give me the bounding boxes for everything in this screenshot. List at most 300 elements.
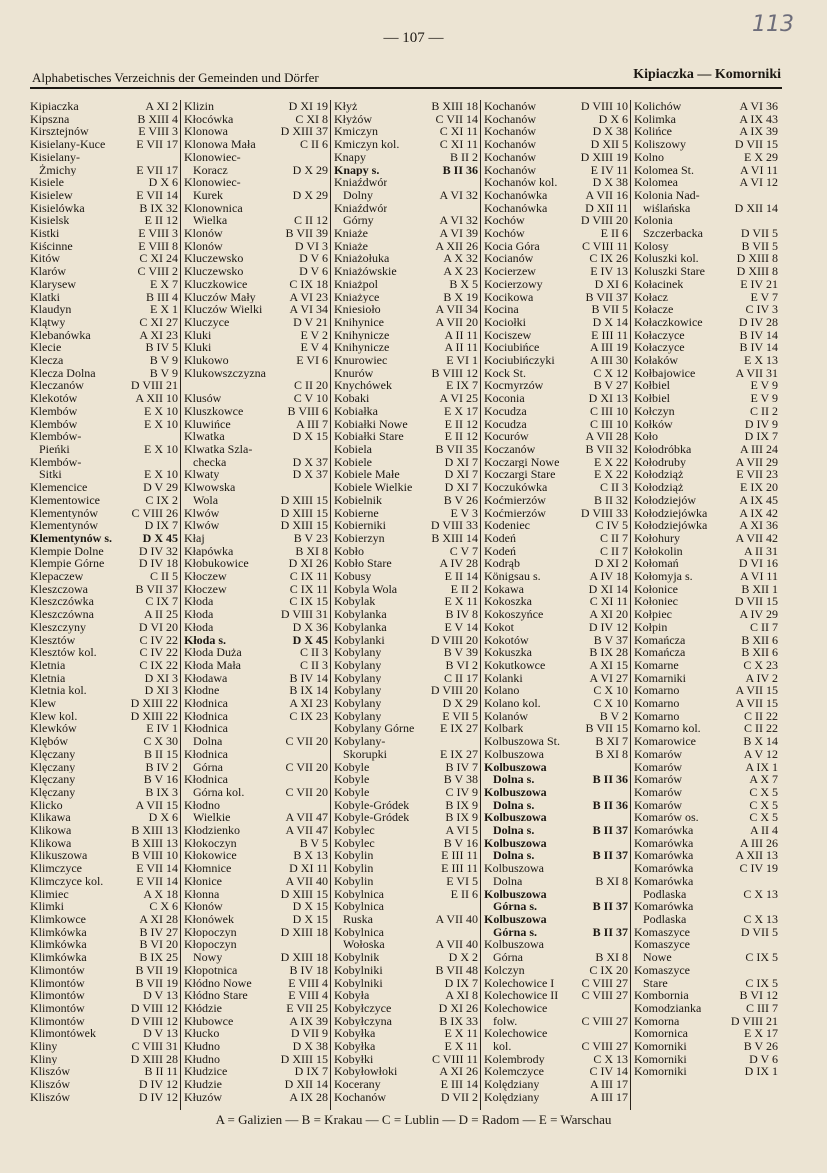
map-code: D VII 5 (740, 924, 778, 939)
index-entry (484, 913, 628, 926)
place-name: Kisielany- (30, 150, 80, 164)
map-code: E X 17 (744, 1026, 778, 1041)
place-name: Kolosy (634, 239, 669, 253)
place-name: Klikuszowa (30, 849, 88, 863)
place-name: Klizin (184, 100, 214, 113)
place-name: Kołodziejów (634, 493, 696, 507)
index-column (480, 100, 630, 1110)
place-name: Kluczkowice (184, 277, 248, 291)
map-code: E VII 25 (286, 1000, 328, 1015)
place-name: Kłyż (334, 100, 358, 113)
place-name: Komorna (634, 1014, 680, 1028)
map-code: C X 13 (743, 912, 778, 926)
map-code: C VII 20 (285, 784, 328, 799)
place-name: Kolbuszowa (484, 938, 544, 952)
place-name: Klembów- (30, 455, 82, 469)
place-name: Skorupki (334, 747, 388, 761)
place-name: Kłocówka (184, 112, 234, 126)
place-name: Klimkówka (30, 951, 87, 964)
index-entry (30, 418, 178, 431)
map-code: C IX 18 (289, 276, 328, 291)
map-code: D X 14 (592, 314, 628, 329)
index-entry (634, 875, 778, 888)
place-name: Koćmierzów (484, 506, 546, 520)
map-code: D IV 32 (138, 543, 178, 558)
index-entry (184, 189, 328, 202)
place-name: Nowy (184, 951, 223, 964)
map-code: B XIII 18 (431, 100, 478, 113)
place-name: Klonownica (184, 201, 243, 215)
place-name: Klęczany (30, 785, 76, 799)
map-code: C VIII 27 (581, 975, 628, 990)
index-entry (184, 468, 328, 481)
map-code: B II 37 (592, 848, 628, 863)
place-name: Kobylanka (334, 620, 387, 634)
index-entry (634, 926, 778, 939)
place-name: Kletnia (30, 658, 66, 672)
index-entry (484, 481, 628, 494)
index-entry (484, 608, 628, 621)
map-code: A VI 25 (439, 391, 478, 406)
place-name: Kłucko (184, 1027, 220, 1041)
place-name: Kliszów (30, 1090, 70, 1104)
index-entry (184, 1002, 328, 1015)
place-name: Koluszki Stare (634, 265, 705, 278)
index-entry (634, 278, 778, 291)
map-code: B VI 12 (739, 988, 778, 1003)
map-code: A XI 23 (139, 327, 178, 342)
place-name: Kłomnice (184, 862, 232, 875)
map-code: E VII 14 (136, 873, 178, 888)
map-code: E VIII 3 (138, 124, 178, 139)
index-entry (30, 1002, 178, 1015)
map-code: C IX 5 (745, 950, 778, 965)
map-code: B II 37 (592, 899, 628, 914)
place-name: Klembów- (30, 430, 82, 443)
map-code: B VII 15 (585, 721, 628, 736)
place-name: Kołaczyce (634, 341, 685, 355)
index-entry (484, 926, 628, 939)
map-code: E X 17 (444, 403, 478, 418)
map-code: D VIII 20 (430, 683, 478, 698)
place-name: Koczanów (484, 442, 536, 456)
map-code: A XII 13 (735, 848, 778, 863)
map-code: B XI 8 (595, 746, 628, 761)
index-entry (484, 1078, 628, 1091)
index-entry (30, 697, 178, 710)
map-code: E VII 5 (442, 708, 478, 723)
place-name: Kołacze (634, 303, 674, 316)
place-name: Kolińce (634, 125, 672, 139)
place-name: Kurek (184, 188, 223, 202)
place-name: Kocudza (484, 417, 527, 431)
index-entry (484, 278, 628, 291)
map-code: E IV 1 (146, 721, 178, 736)
map-code: C IV 3 (745, 302, 778, 317)
place-name: Dolna s. (484, 798, 535, 812)
map-code: D XII 5 (590, 137, 628, 152)
map-code: C X 23 (743, 657, 778, 672)
place-name: Klekotów (30, 392, 78, 405)
map-code: D V 21 (293, 314, 328, 329)
place-name: Kobylin (334, 862, 374, 875)
map-code: A VII 42 (735, 530, 778, 545)
map-code: A IX 42 (739, 505, 778, 520)
place-name: Klimkówka (30, 938, 87, 952)
map-code: B IX 9 (445, 797, 478, 812)
map-code: D IV 28 (738, 314, 778, 329)
map-code: D XIII 28 (130, 1051, 178, 1066)
map-code: D XI 19 (288, 100, 328, 113)
index-entry (30, 354, 178, 367)
map-code: D X 45 (292, 632, 328, 647)
map-code: D V 6 (299, 251, 328, 266)
place-name: Wielka (184, 214, 228, 228)
place-name: Kochanów (484, 163, 536, 177)
map-code: A VII 15 (735, 683, 778, 698)
map-code: A X 32 (443, 251, 478, 266)
map-code: E IV 21 (740, 276, 778, 291)
index-entry (184, 265, 328, 278)
place-name: Kliny (30, 1052, 58, 1066)
place-name: Klementowice (30, 493, 100, 507)
place-name: Kisiele (30, 176, 64, 189)
map-code: A IX 45 (739, 492, 778, 507)
place-name: checka (184, 455, 227, 469)
map-code: E VI 1 (446, 353, 478, 368)
place-name: Komarów (634, 773, 682, 786)
index-entry (30, 570, 178, 583)
map-code: B XII 1 (741, 581, 778, 596)
map-code: C VIII 26 (131, 505, 178, 520)
index-entry (184, 100, 328, 113)
map-code: D XIII 18 (280, 950, 328, 965)
map-code: B XIII 13 (131, 823, 178, 838)
map-code: D X 37 (292, 467, 328, 482)
map-code: A X 23 (443, 264, 478, 279)
map-code: E V 7 (750, 289, 778, 304)
place-name: Komorniki (634, 1052, 687, 1066)
index-entry (334, 608, 478, 621)
place-name: Kleszczyny (30, 620, 86, 634)
map-code: C X 5 (749, 797, 778, 812)
place-name: Kipiaczka (30, 100, 79, 113)
index-entry (634, 735, 778, 748)
map-code: C IV 9 (445, 784, 478, 799)
place-name: Kolbuszowa (484, 913, 547, 926)
place-name: Kłódzie (184, 1001, 222, 1015)
place-name: Klesztów kol. (30, 646, 97, 659)
place-name: Kobiela (334, 442, 372, 456)
map-code: E X 11 (444, 1039, 478, 1054)
map-code: D X 37 (292, 454, 328, 469)
index-entry (634, 748, 778, 761)
place-name: Kobiałka (334, 404, 378, 418)
place-name: Kołbiel (634, 392, 670, 405)
map-code: B IV 5 (145, 340, 178, 355)
index-entry (634, 265, 778, 278)
map-code: D XIII 22 (130, 708, 178, 723)
place-name: Klementynów (30, 506, 98, 520)
place-name: Kłodne (184, 684, 220, 698)
map-code: A VII 29 (735, 454, 778, 469)
index-entry (634, 202, 778, 215)
place-name: Wołoska (334, 938, 385, 952)
index-entry (634, 621, 778, 634)
place-name: Klikawa (30, 811, 71, 825)
place-name: Sitki (30, 468, 62, 482)
place-name: Klimontów (30, 963, 85, 977)
map-code: A IV 2 (745, 670, 778, 685)
place-name: Wielkie (184, 811, 231, 825)
map-code: B IV 27 (139, 924, 178, 939)
map-code: B VII 37 (585, 289, 628, 304)
place-name: Górna (484, 951, 523, 964)
map-code: E IX 20 (740, 480, 778, 495)
place-name: Dolna s. (484, 824, 535, 837)
map-code: C VIII 11 (582, 238, 628, 253)
place-name: Klwów (184, 506, 220, 520)
place-name: Kołacz (634, 290, 668, 304)
map-code: E VI 6 (296, 353, 328, 368)
place-name: Kłoda (184, 608, 214, 621)
place-name: Kołodziąż (634, 468, 684, 482)
place-name: Komarówka (634, 824, 694, 837)
place-name: Kołpiec (634, 608, 672, 621)
map-code: E X 13 (744, 353, 778, 368)
map-code: B X 14 (743, 734, 778, 749)
place-name: Kłodnica (184, 747, 228, 761)
place-name: Komarów (634, 798, 682, 812)
index-entry (484, 964, 628, 977)
place-name: Kłopoczyn (184, 938, 237, 952)
place-name: Kluki (184, 341, 212, 355)
map-code: E III 11 (441, 861, 478, 876)
place-name: Kłoda Mała (184, 658, 241, 672)
place-name: Kochanów (334, 1090, 386, 1104)
map-code: C III 7 (746, 1000, 778, 1015)
index-entry (334, 405, 478, 418)
index-entry (30, 735, 178, 748)
index-entry (634, 1002, 778, 1015)
place-name: Komarowice (634, 735, 696, 748)
place-name: Kocerany (334, 1078, 381, 1091)
index-entry (334, 722, 478, 735)
map-code: D IV 12 (588, 619, 628, 634)
place-name: Klęczany (30, 773, 76, 786)
map-code: B XIII 4 (137, 111, 178, 126)
place-name: Klonów (184, 239, 223, 253)
map-code: D X 45 (142, 530, 178, 545)
place-name: Kniażyce (334, 290, 380, 304)
place-name: Kołomań (634, 557, 679, 571)
page-number: — 107 — (383, 30, 444, 46)
map-code: D XI 13 (588, 391, 628, 406)
map-code: C XI 11 (589, 594, 628, 609)
place-name: Kobylniki (334, 976, 383, 990)
place-name: folw. (484, 1014, 518, 1028)
index-entry (634, 913, 778, 926)
index-entry (634, 786, 778, 799)
index-entry (184, 354, 328, 367)
place-name: Komorniki (634, 1040, 687, 1053)
map-code: B VII 32 (585, 441, 628, 456)
map-code: B IV 8 (445, 607, 478, 622)
map-code: D XIII 15 (280, 1051, 328, 1066)
place-name: Kochów (484, 227, 525, 240)
index-entry (484, 875, 628, 888)
place-name: Kluczów Mały (184, 290, 256, 304)
place-name: Kolbuszowa (484, 836, 547, 850)
place-name: Kołokolin (634, 544, 683, 558)
place-name: Kobylnik (334, 951, 380, 964)
index-entry (634, 532, 778, 545)
map-code: D VI 20 (138, 619, 178, 634)
map-code: E X 29 (744, 149, 778, 164)
map-code: A X 7 (749, 772, 778, 787)
map-code: D X 15 (292, 912, 328, 926)
place-name: Kochanów kol. (484, 176, 558, 189)
map-code: D VII 9 (290, 1026, 328, 1041)
map-code: C XI 11 (439, 124, 478, 139)
place-name: Kniaże (334, 227, 368, 240)
map-code: B VII 5 (741, 238, 778, 253)
place-name: Klębów (30, 735, 68, 748)
index-entry (484, 265, 628, 278)
map-code: C X 13 (593, 1051, 628, 1066)
map-code: D VIII 33 (430, 518, 478, 533)
map-code: A III 17 (590, 1077, 628, 1092)
map-code: B VIII 6 (287, 403, 328, 418)
map-code: B V 16 (443, 835, 478, 850)
map-code: D VIII 20 (580, 213, 628, 228)
index-entry (334, 316, 478, 329)
index-entry (184, 951, 328, 964)
map-code: B IX 14 (289, 683, 328, 698)
map-code: C IX 22 (139, 657, 178, 672)
map-code: A XI 8 (445, 988, 478, 1003)
index-entry (334, 278, 478, 291)
map-code: C IV 5 (595, 518, 628, 533)
place-name: Klimki (30, 900, 65, 913)
index-entry (184, 430, 328, 443)
map-code: B IV 7 (445, 759, 478, 774)
place-name: Klwów (184, 519, 220, 532)
index-entry (184, 621, 328, 634)
place-name: Kleszczówna (30, 608, 94, 621)
map-code: C II 22 (744, 721, 778, 736)
map-code: C II 12 (294, 213, 328, 228)
map-code: B XI 8 (595, 950, 628, 965)
place-name: Kokot (484, 620, 514, 634)
map-code: D XIII 15 (280, 886, 328, 901)
place-name: Komorniki (634, 1065, 687, 1079)
map-code: D XII 14 (734, 200, 778, 215)
map-code: A III 30 (590, 353, 628, 368)
map-code: D XIII 15 (280, 505, 328, 520)
place-name: Koconia (484, 392, 525, 405)
map-code: B IX 33 (439, 1013, 478, 1028)
index-entry (334, 189, 478, 202)
map-code: E VIII 4 (288, 988, 328, 1003)
place-name: Kobyłka (334, 1027, 376, 1041)
place-name: Kolano (484, 684, 520, 698)
place-name: Kobylnica (334, 925, 384, 939)
place-name: Dolna (484, 874, 523, 888)
place-name: kol. (484, 1040, 512, 1053)
map-code: A XI 26 (439, 1064, 478, 1079)
place-name: Kobiałki Stare (334, 430, 404, 443)
place-name: Wola (184, 493, 219, 507)
map-code: A VII 20 (435, 314, 478, 329)
index-entry (634, 189, 778, 202)
place-name: Klimkowce (30, 913, 86, 926)
place-name: Komarówka (634, 849, 694, 863)
index-entry (634, 964, 778, 977)
index-entry (634, 659, 778, 672)
index-entry (334, 443, 478, 456)
place-name: Kisielany-Kuce (30, 138, 106, 151)
place-name: Knapy (334, 150, 366, 164)
place-name: Kokoszyńce (484, 608, 544, 621)
map-code: A VII 15 (135, 797, 178, 812)
place-name: Klątwy (30, 315, 66, 329)
place-name: Komańcza (634, 633, 686, 647)
place-name: Kobylany (334, 697, 382, 710)
place-name: Kobylany (334, 684, 382, 698)
place-name: Kobyle-Gródek (334, 811, 410, 825)
place-name: Klimkówka (30, 925, 87, 939)
place-name: Kobylak (334, 595, 376, 609)
map-code: D XI 26 (438, 1000, 478, 1015)
index-entry (334, 138, 478, 151)
map-code: D X 29 (292, 162, 328, 177)
map-code: D XII 11 (585, 200, 628, 215)
place-name: Komaszyce (634, 938, 690, 952)
map-code: C II 3 (300, 657, 328, 672)
place-name: Kolechowice (484, 1027, 548, 1041)
map-code: D VIII 21 (730, 1013, 778, 1028)
place-name: Kołacinek (634, 277, 684, 291)
place-name: Koczukówka (484, 481, 548, 494)
map-code: B VII 48 (435, 962, 478, 977)
place-name: Kłodnica (184, 722, 228, 736)
place-name: Kobylec (334, 836, 375, 850)
place-name: Kniażówskie (334, 265, 397, 278)
place-name: Kluczów Wielki (184, 303, 263, 316)
map-code: B IV 14 (289, 670, 328, 685)
map-code: D XI 7 (444, 467, 478, 482)
map-code: B VII 5 (591, 302, 628, 317)
place-name: Klimiec (30, 887, 69, 901)
map-code: D VI 3 (294, 238, 328, 253)
place-name: Kobyłki (334, 1052, 374, 1066)
place-name: Klecie (30, 341, 62, 355)
index-entry (634, 888, 778, 901)
map-code: B II 2 (450, 149, 478, 164)
place-name: Kolbuszowa (484, 862, 544, 875)
index-entry (30, 621, 178, 634)
place-name: Kolechowice I (484, 976, 555, 990)
map-code: A XII 26 (435, 238, 478, 253)
place-name: Klarów (30, 265, 66, 278)
place-name: Klebanówka (30, 328, 91, 342)
place-name: Klecza (30, 354, 64, 367)
place-name: Kołodziejówka (634, 519, 708, 532)
place-name: Kobiele Małe (334, 468, 400, 482)
place-name: Koło (634, 430, 658, 443)
place-name: Kociołki (484, 315, 526, 329)
